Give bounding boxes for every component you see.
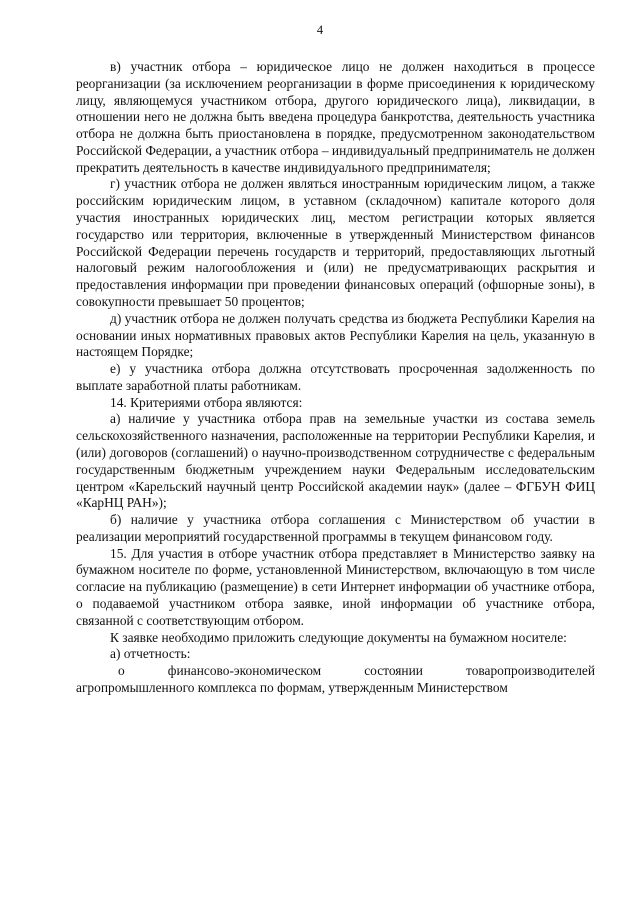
paragraph-item-v: в) участник отбора – юридическое лицо не должен находиться в процессе реорганизации (за исключением реорганизации в форме присоединения к юридическому лицу, являющемуся участником отбора, другого юридического лица), ликвидации, в отношении него не должна быть введена процедура банкротства, деятельность участника отбора не должна быть приостановлена в порядке, предусмотренном законодательством Российской Федерации, а участник отбора – индивидуальный предприниматель не должен прекратить деятельность в качестве индивидуального предпринимателя; <box>76 59 595 175</box>
paragraph-reporting: а) отчетность: <box>110 646 191 662</box>
paragraph-criterion-a: а) наличие у участника отбора прав на земельные участки из состава земель сельскохозяйственного назначения, расположенные на территории Республики Карелия, и (или) договоров (соглашений) о научно-производственном сотрудничестве с федеральным государственным бюджетным учреждением науки Федеральным исследовательским центром «Карельский научный центр Российской академии наук» (далее – ФГБУН ФИЦ «КарНЦ РАН»); <box>76 411 595 511</box>
paragraph-financial-state: о финансово-экономическом состоянии товаропроизводителей агропромышленного комплекса по формам, утвержденным Министерством <box>76 663 595 695</box>
document-body <box>76 59 595 697</box>
page-number: 4 <box>316 23 324 37</box>
paragraph-criterion-b: б) наличие у участника отбора соглашения с Министерством об участии в реализации мероприятий государственной программы в текущем финансовом году. <box>76 512 595 544</box>
paragraph-item-d: д) участник отбора не должен получать средства из бюджета Республики Карелия на основании иных нормативных правовых актов Республики Карелия на цель, указанную в настоящем Порядке; <box>76 310 595 360</box>
paragraph-section-14: 14. Критериями отбора являются: <box>110 394 303 410</box>
paragraph-section-15: 15. Для участия в отборе участник отбора представляет в Министерство заявку на бумажном носителе по форме, установленной Министерством, включающую в том числе согласие на публикацию (размещение) в сети Интернет информации об участнике отбора, о подаваемой участником отбора заявке, иной информации об участнике отбора, связанной с соответствующим отбором. <box>76 545 595 628</box>
paragraph-item-g: г) участник отбора не должен являться иностранным юридическим лицом, а также российским юридическим лицом, в уставном (складочном) капитале которого доля участия иностранных юридических лиц, местом регистрации которых является государство или территория, включенные в утвержденный Министерством финансов Российской Федерации перечень государств и территорий, предоставляющих льготный налоговый режим налогообложения и (или) не предусматривающих раскрытия и предоставления информации при проведении финансовых операций (офшорные зоны), в совокупности превышает 50 процентов; <box>76 176 595 309</box>
paragraph-item-e: е) у участника отбора должна отсутствовать просроченная задолженность по выплате заработной платы работникам. <box>76 361 595 393</box>
paragraph-attachments: К заявке необходимо приложить следующие документы на бумажном носителе: <box>110 629 567 645</box>
